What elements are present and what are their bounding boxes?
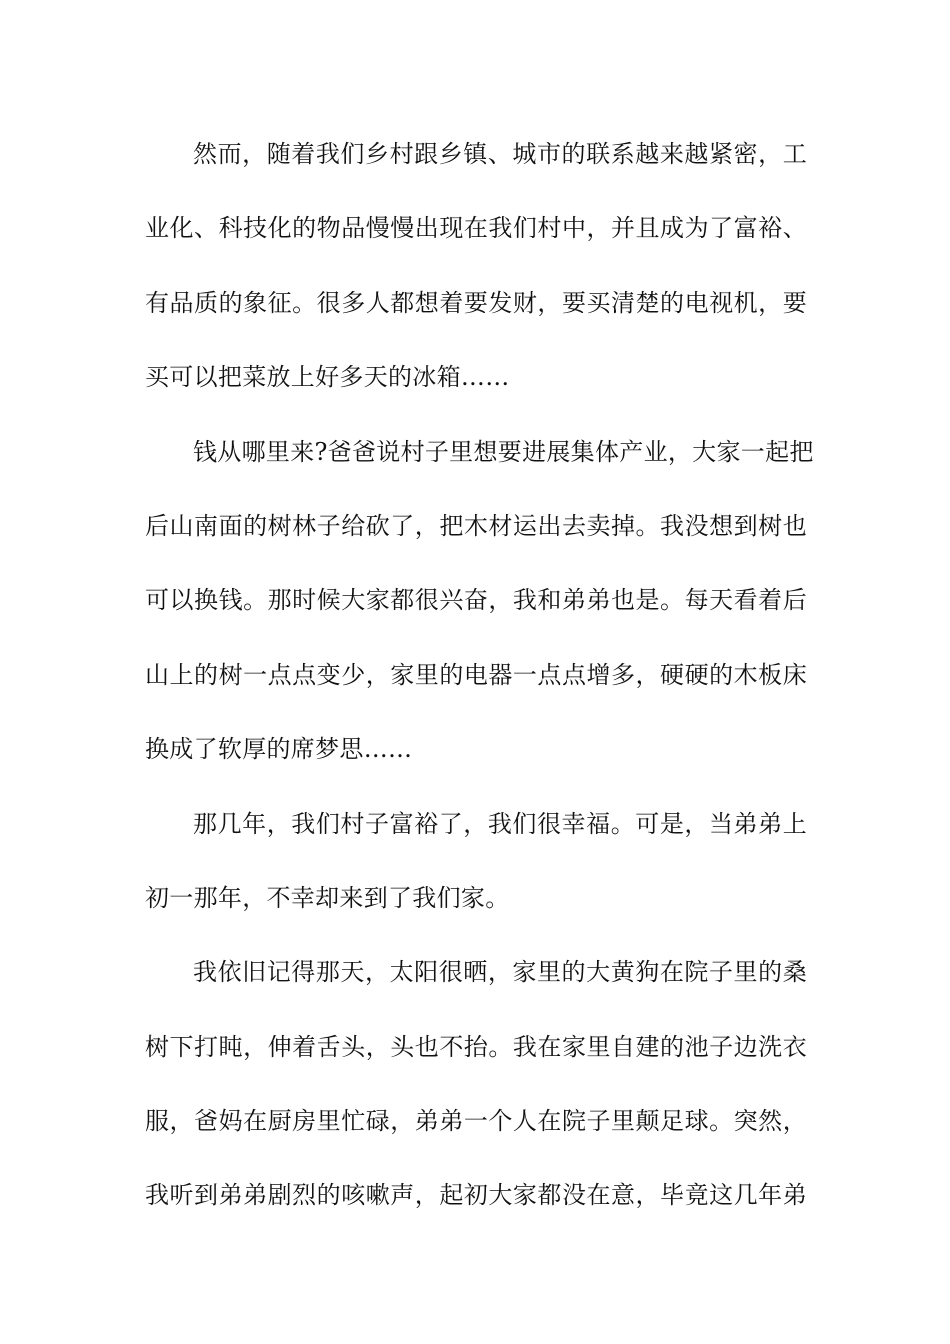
text-line: 服，爸妈在厨房里忙碌，弟弟一个人在院子里颠足球。突然， [145, 1107, 807, 1136]
text-line: 后山南面的树林子给砍了，把木材运出去卖掉。我没想到树也 [145, 511, 807, 540]
paragraph-1 [145, 128, 807, 426]
text-line: 我听到弟弟剧烈的咳嗽声，起初大家都没在意，毕竟这几年弟 [145, 1181, 807, 1210]
text-line: 然而，随着我们乡村跟乡镇、城市的联系越来越紧密，工 [193, 140, 807, 168]
text-line: 山上的树一点点变少，家里的电器一点点增多，硬硬的木板床 [145, 660, 807, 689]
paragraph-3 [145, 798, 807, 947]
text-line: 买可以把菜放上好多天的冰箱…… [145, 363, 510, 392]
paragraph-4 [145, 946, 807, 1244]
paragraph-2 [145, 426, 814, 798]
text-line: 有品质的象征。很多人都想着要发财，要买清楚的电视机，要 [145, 288, 807, 317]
text-line: 钱从哪里来?爸爸说村子里想要进展集体产业，大家一起把 [193, 437, 814, 466]
text-line: 我依旧记得那天，太阳很晒，家里的大黄狗在院子里的桑 [193, 958, 807, 987]
text-line: 可以换钱。那时候大家都很兴奋，我和弟弟也是。每天看着后 [145, 586, 807, 615]
body-text [145, 128, 814, 1244]
text-line: 那几年，我们村子富裕了，我们很幸福。可是，当弟弟上 [193, 809, 807, 838]
text-line: 换成了软厚的席梦思…… [145, 735, 413, 764]
text-line: 树下打盹，伸着舌头，头也不抬。我在家里自建的池子边洗衣 [145, 1032, 807, 1061]
text-line: 业化、科技化的物品慢慢出现在我们村中，并且成为了富裕、 [145, 214, 807, 243]
text-line: 初一那年，不幸却来到了我们家。 [145, 883, 510, 912]
